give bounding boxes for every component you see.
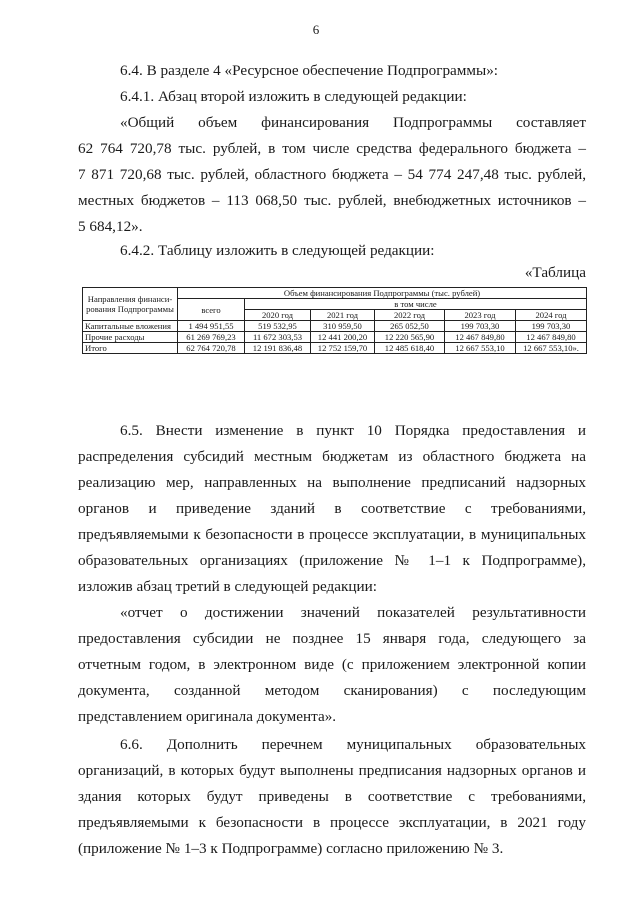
quote2-line: документа, созданной методом сканирования) с последующим [78, 682, 586, 699]
year-header: 2021 год [311, 310, 375, 321]
table-caption: «Таблица [524, 264, 586, 281]
year-header: 2024 год [516, 310, 587, 321]
page-number: 6 [312, 22, 320, 37]
incl-header: в том числе [245, 299, 587, 310]
item-6-5-line: органов и приведение зданий в соответствие с требованиями, [78, 500, 586, 517]
quote2-line: представлением оригинала документа». [78, 708, 337, 725]
cell-value: 12 467 849,80 [445, 332, 516, 343]
cell-value: 12 752 159,70 [311, 343, 375, 354]
cell-value: 310 959,50 [311, 321, 375, 332]
cell-value: 12 667 553,10 [445, 343, 516, 354]
year-header: 2020 год [245, 310, 311, 321]
row-label: Прочие расходы [83, 332, 178, 343]
table-row [83, 343, 587, 354]
row-label: Итого [83, 343, 178, 354]
cell-value: 12 441 200,20 [311, 332, 375, 343]
table-row [83, 332, 587, 343]
quote2-line: отчетным годом, в электронном виде (с приложением электронной копии [78, 656, 586, 673]
cell-value: 265 052,50 [375, 321, 445, 332]
row-label: Капитальные вложения [83, 321, 178, 332]
cell-value: 12 667 553,10». [516, 343, 587, 354]
item-6-6-line: предъявляемыми к безопасности в процессе эксплуатации, в 2021 году [78, 814, 586, 831]
item-6-5-line: изложив абзац третий в следующей редакции: [78, 578, 377, 595]
cell-total: 1 494 951,55 [178, 321, 245, 332]
year-header: 2022 год [375, 310, 445, 321]
direction-header: Направления финанси-рования Подпрограммы [83, 288, 178, 321]
cell-value: 199 703,30 [516, 321, 587, 332]
quote2-line: предоставления субсидии не позднее 15 января года, следующего за [78, 630, 586, 647]
cell-value: 11 672 303,53 [245, 332, 311, 343]
cell-total: 62 764 720,78 [178, 343, 245, 354]
quote-line: 62 764 720,78 тыс. рублей, в том числе средства федерального бюджета – [78, 140, 586, 157]
cell-value: 12 220 565,90 [375, 332, 445, 343]
item-6-5-line: реализацию мер, направленных на выполнение предписаний надзорных [78, 474, 586, 491]
item-6-6-line: организаций, в которых будут выполнены предписания надзорных органов и [78, 762, 586, 779]
item-6-5-line: предъявляемыми к безопасности в процессе эксплуатации, в муниципальных [78, 526, 586, 543]
item-6-6-line: здания которых будут приведены в соответствие с требованиями, [78, 788, 586, 805]
section-heading: 6.4. В разделе 4 «Ресурсное обеспечение Подпрограммы»: [120, 62, 499, 79]
volume-header: Объем финансирования Подпрограммы (тыс. рублей) [178, 288, 587, 299]
cell-total: 61 269 769,23 [178, 332, 245, 343]
quote-line: 7 871 720,68 тыс. рублей, областного бюджета – 54 774 247,48 тыс. рублей, [78, 166, 586, 183]
quote-line: 5 684,12». [78, 218, 143, 235]
item-6-6-line: 6.6. Дополнить перечнем муниципальных образовательных [120, 736, 586, 753]
item-6-4-1: 6.4.1. Абзац второй изложить в следующей редакции: [120, 88, 467, 105]
quote2-line: «отчет о достижении значений показателей результативности [120, 604, 586, 621]
item-6-5-line: 6.5. Внести изменение в пункт 10 Порядка предоставления и [120, 422, 586, 439]
cell-value: 12 485 618,40 [375, 343, 445, 354]
item-6-5-line: распределения субсидий местным бюджетам из областного бюджета на [78, 448, 586, 465]
cell-value: 12 191 836,48 [245, 343, 311, 354]
item-6-6-line: (приложение № 1–3 к Подпрограмме) согласно приложению № 3. [78, 840, 504, 857]
cell-value: 12 467 849,80 [516, 332, 587, 343]
year-header: 2023 год [445, 310, 516, 321]
table-row [83, 321, 587, 332]
item-6-4-2: 6.4.2. Таблицу изложить в следующей редакции: [120, 242, 435, 259]
quote-line: «Общий объем финансирования Подпрограммы составляет [120, 114, 586, 131]
cell-value: 519 532,95 [245, 321, 311, 332]
item-6-5-line: образовательных организациях (приложение № 1–1 к Подпрограмме), [78, 552, 586, 569]
quote-line: местных бюджетов – 113 068,50 тыс. рублей, внебюджетных источников – [78, 192, 586, 209]
total-header: всего [178, 299, 245, 321]
financing-table [82, 287, 587, 354]
cell-value: 199 703,30 [445, 321, 516, 332]
